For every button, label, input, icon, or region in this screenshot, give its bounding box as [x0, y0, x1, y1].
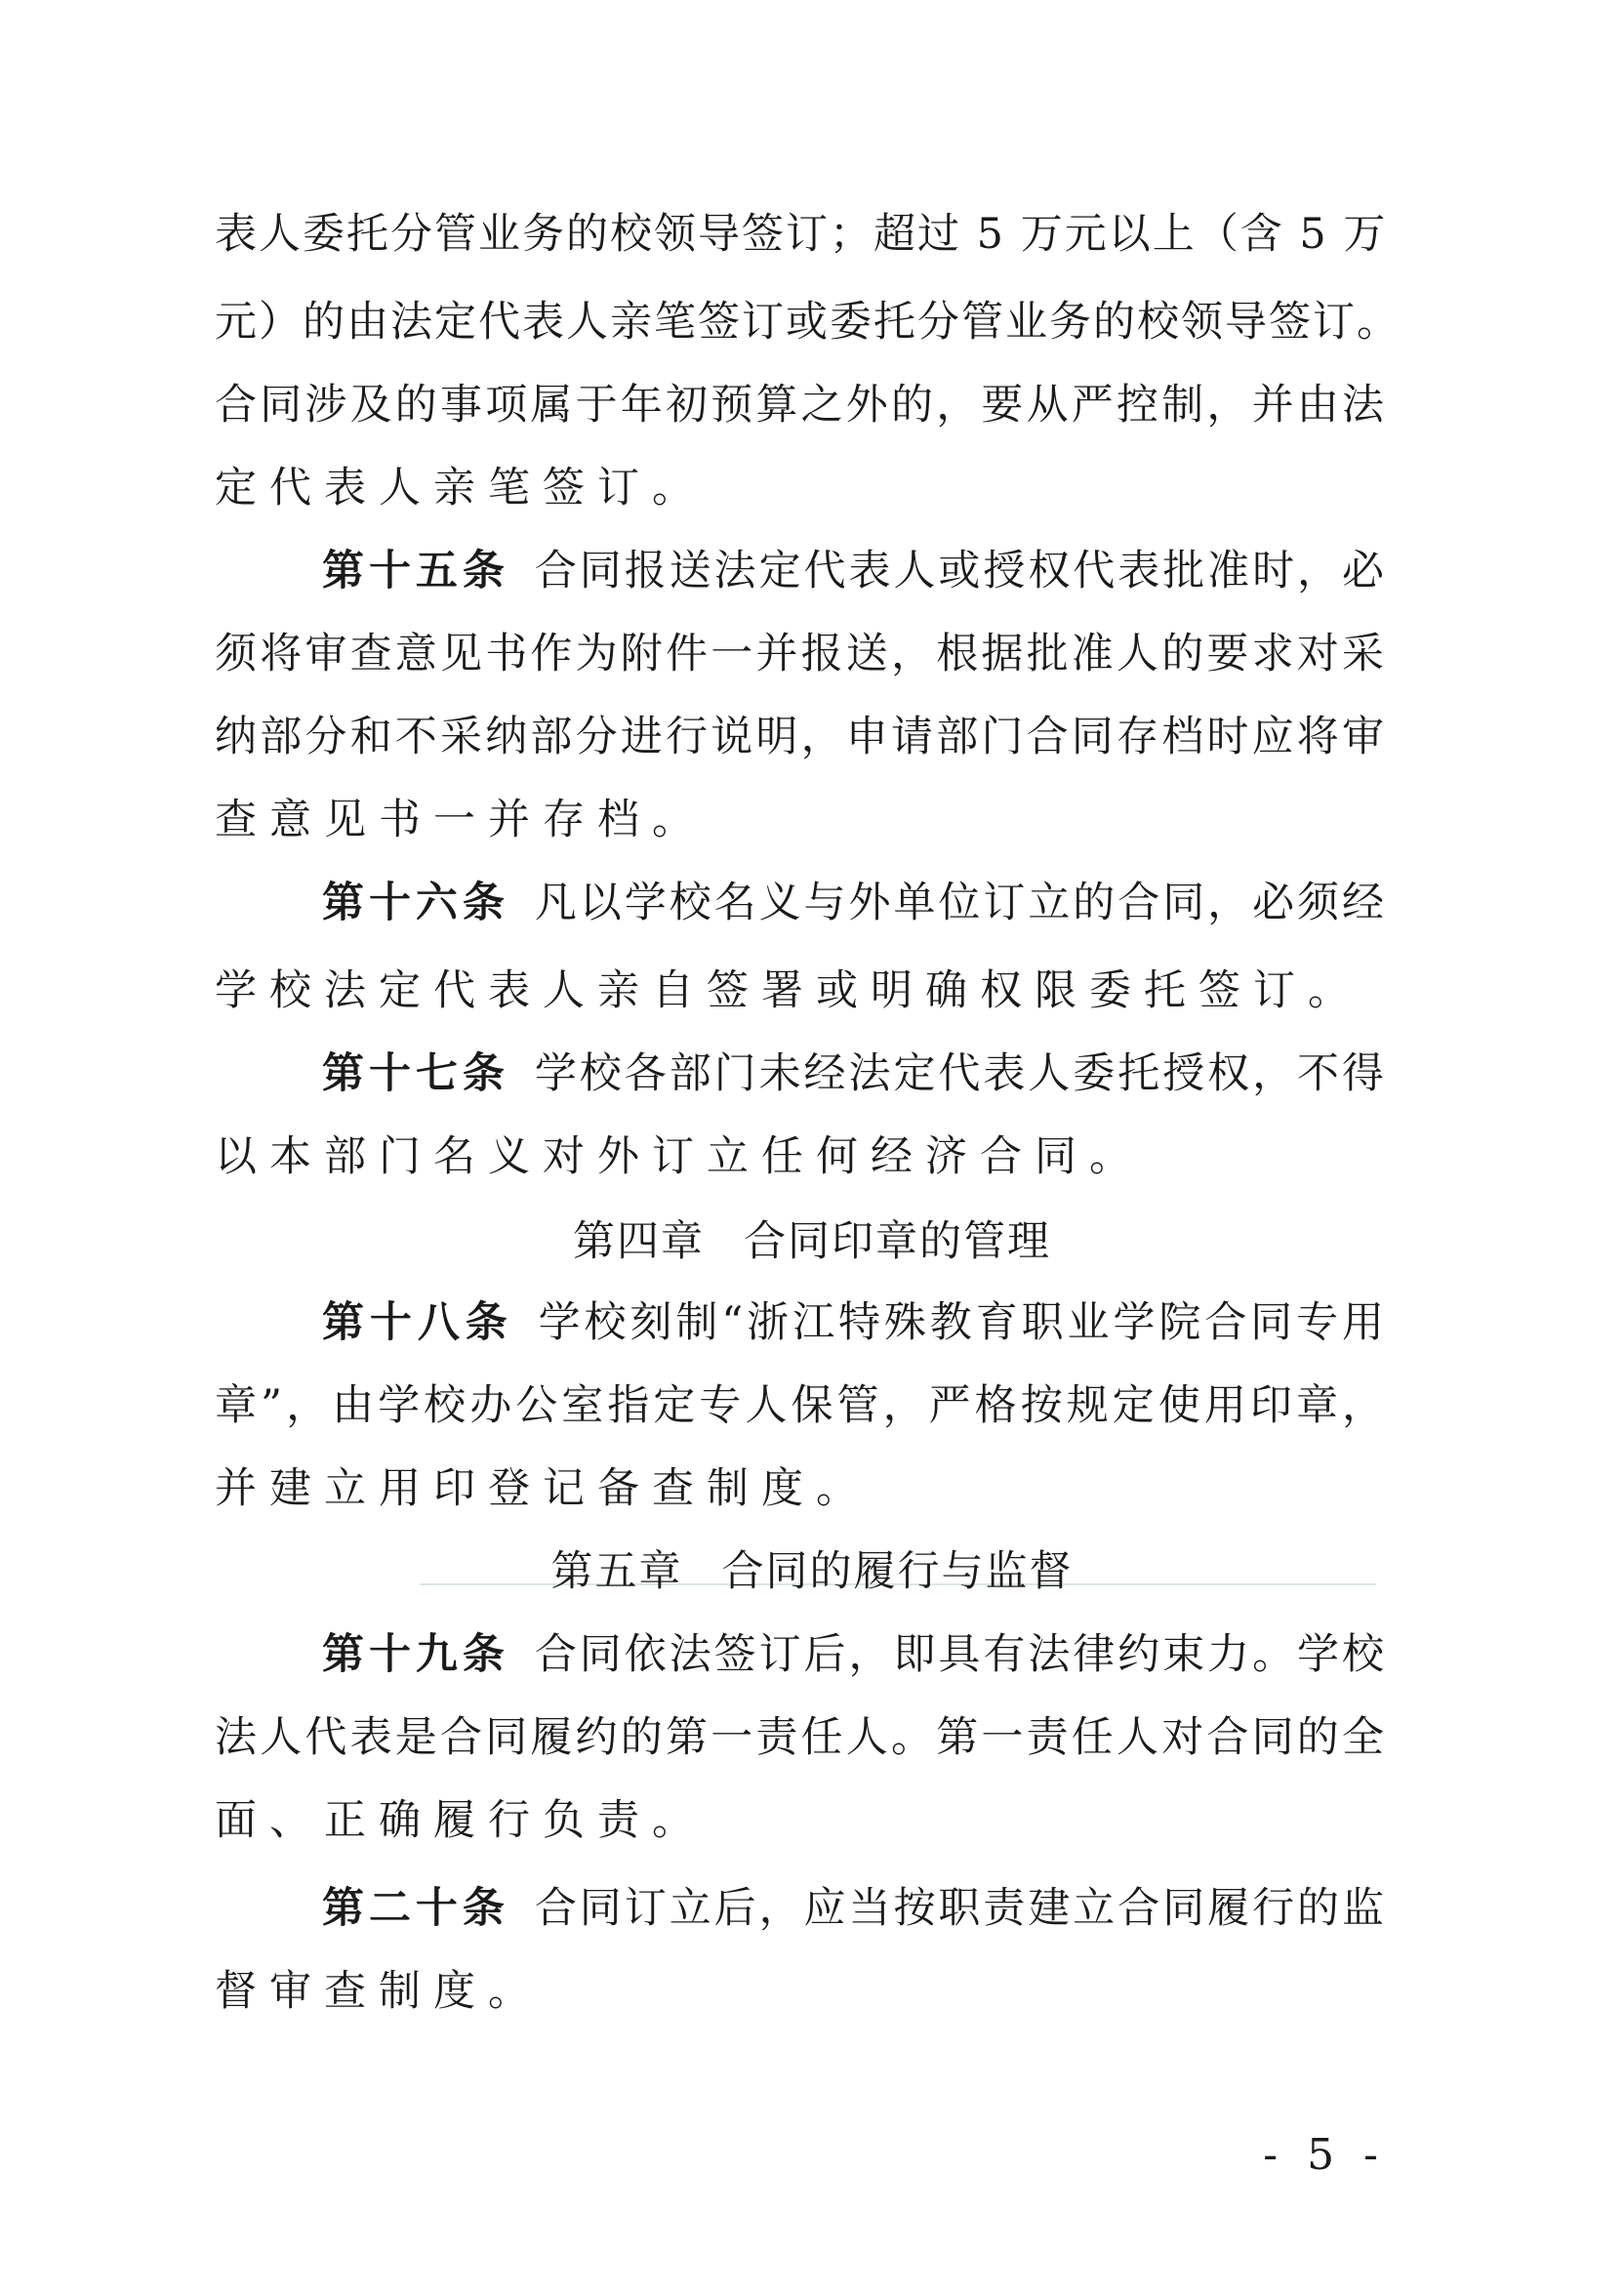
article-label: 第十七条 — [322, 1049, 509, 1098]
article-text: 学校各部门未经法定代表人委托授权，不得 — [534, 1049, 1387, 1098]
article-label: 第十八条 — [322, 1298, 513, 1347]
article-20-first-line — [322, 1879, 1386, 1938]
chapter-number: 第五章 — [550, 1547, 683, 1596]
body-line: 面、正确履行负责。 — [215, 1796, 707, 1845]
body-line: 纳部分和不采纳部分进行说明，申请部门合同存档时应将审 — [215, 713, 1386, 761]
body-line: 督审查制度。 — [215, 1967, 543, 2016]
article-text: 学校刻制“浙江特殊教育职业学院合同专用 — [538, 1298, 1386, 1347]
article-19-first-line — [322, 1625, 1386, 1684]
article-text: 合同订立后，应当按职责建立合同履行的监 — [534, 1884, 1387, 1933]
body-line: 合同涉及的事项属于年初预算之外的，要从严控制，并由法 — [215, 381, 1386, 430]
chapter-title: 合同的履行与监督 — [721, 1547, 1074, 1596]
article-text: 合同依法签订后，即具有法律约束力。学校 — [534, 1630, 1387, 1679]
article-text: 凡以学校名义与外单位订立的合同，必须经 — [534, 879, 1387, 927]
body-line: 章”，由学校办公室指定专人保管，严格按规定使用印章， — [215, 1381, 1386, 1430]
article-16-first-line — [322, 874, 1386, 932]
article-label: 第十六条 — [322, 879, 509, 927]
article-15-first-line — [322, 542, 1386, 600]
article-text: 合同报送法定代表人或授权代表批准时，必 — [534, 547, 1387, 595]
body-line: 并建立用印登记备查制度。 — [215, 1464, 871, 1513]
chapter-number: 第四章 — [573, 1217, 705, 1266]
body-line: 学校法定代表人亲自签署或明确权限委托签订。 — [215, 966, 1362, 1015]
body-line: 元）的由法定代表人亲笔签订或委托分管业务的校领导签订。 — [215, 298, 1401, 347]
article-label: 第二十条 — [322, 1884, 509, 1933]
article-label: 第十五条 — [322, 547, 509, 595]
body-line: 法人代表是合同履约的第一责任人。第一责任人对合同的全 — [215, 1713, 1386, 1762]
page-number: - 5 - — [1263, 2130, 1386, 2180]
article-17-first-line — [322, 1045, 1386, 1103]
chapter-title: 合同印章的管理 — [744, 1217, 1051, 1266]
chapter-heading — [0, 1542, 1624, 1601]
body-line: 表人委托分管业务的校领导签订；超过 5 万元以上（含 5 万 — [215, 210, 1388, 259]
body-line: 定代表人亲笔签订。 — [215, 464, 707, 512]
body-line: 查意见书一并存档。 — [215, 796, 707, 844]
article-label: 第十九条 — [322, 1630, 509, 1679]
body-line: 以本部门名义对外订立任何经济合同。 — [215, 1132, 1144, 1181]
article-18-first-line — [322, 1293, 1386, 1352]
chapter-heading — [0, 1212, 1624, 1271]
body-line: 须将审查意见书作为附件一并报送，根据批准人的要求对采 — [215, 630, 1386, 678]
